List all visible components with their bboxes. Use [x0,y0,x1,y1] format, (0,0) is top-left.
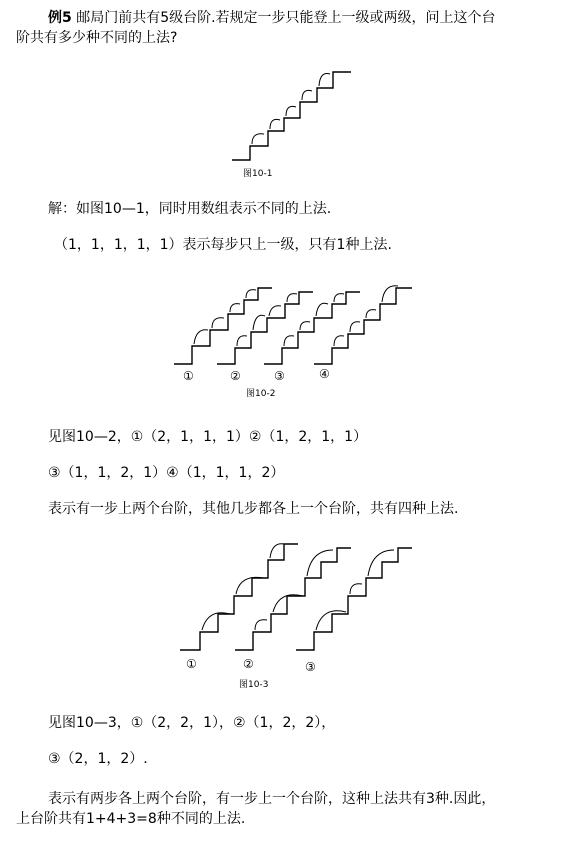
see-10-3-line-1: 见图10—3，①（2，2，1），②（1，2，2）， [48,715,336,731]
solution-line-2: （1，1，1，1，1）表示每步只上一级，只有1种上法. [54,237,392,253]
conclusion-line-1: 表示有两步各上两个台阶，有一步上一个台阶，这种上法共有3种.因此， [48,791,496,807]
figure-10-2-label-3: ③ [274,369,285,383]
figure-10-2-label-1: ① [183,369,194,383]
figure-10-3-label-3: ③ [305,660,316,674]
figure-10-2-label-2: ② [230,369,241,383]
figure-10-3-label-1: ① [186,657,197,671]
see-10-2-line-1: 见图10—2，①（2，1，1，1）②（1，2，1，1） [48,429,368,445]
see-10-2-line-3: 表示有一步上两个台阶，其他几步都各上一个台阶，共有四种上法. [48,501,459,517]
figure-10-2-staircase-4 [312,282,422,370]
conclusion-line-2: 上台阶共有1+4+3=8种不同的上法. [16,811,246,827]
problem-text: 邮局门前共有5级台阶.若规定一步只能登上一级或两级，问上这个台 [76,10,496,26]
figure-10-3-label-2: ② [243,657,254,671]
solution-line-1: 解：如图10—1，同时用数组表示不同的上法. [48,201,332,217]
figure-10-1-staircase [228,62,358,166]
figure-10-3-staircase-3 [294,546,424,656]
problem-label: 例5 [48,10,72,26]
figure-10-2-caption: 图10-2 [246,389,276,399]
figure-10-3-caption: 图10-3 [239,680,269,690]
see-10-3-line-2: ③（2，1，2）. [48,751,148,767]
figure-10-1-caption: 图10-1 [243,169,273,179]
see-10-2-line-2: ③（1，1，2，1）④（1，1，1，2） [48,465,285,481]
figure-10-2-label-4: ④ [319,367,330,381]
problem-line-2: 阶共有多少种不同的上法? [16,30,178,46]
problem-line-1 [48,9,496,27]
